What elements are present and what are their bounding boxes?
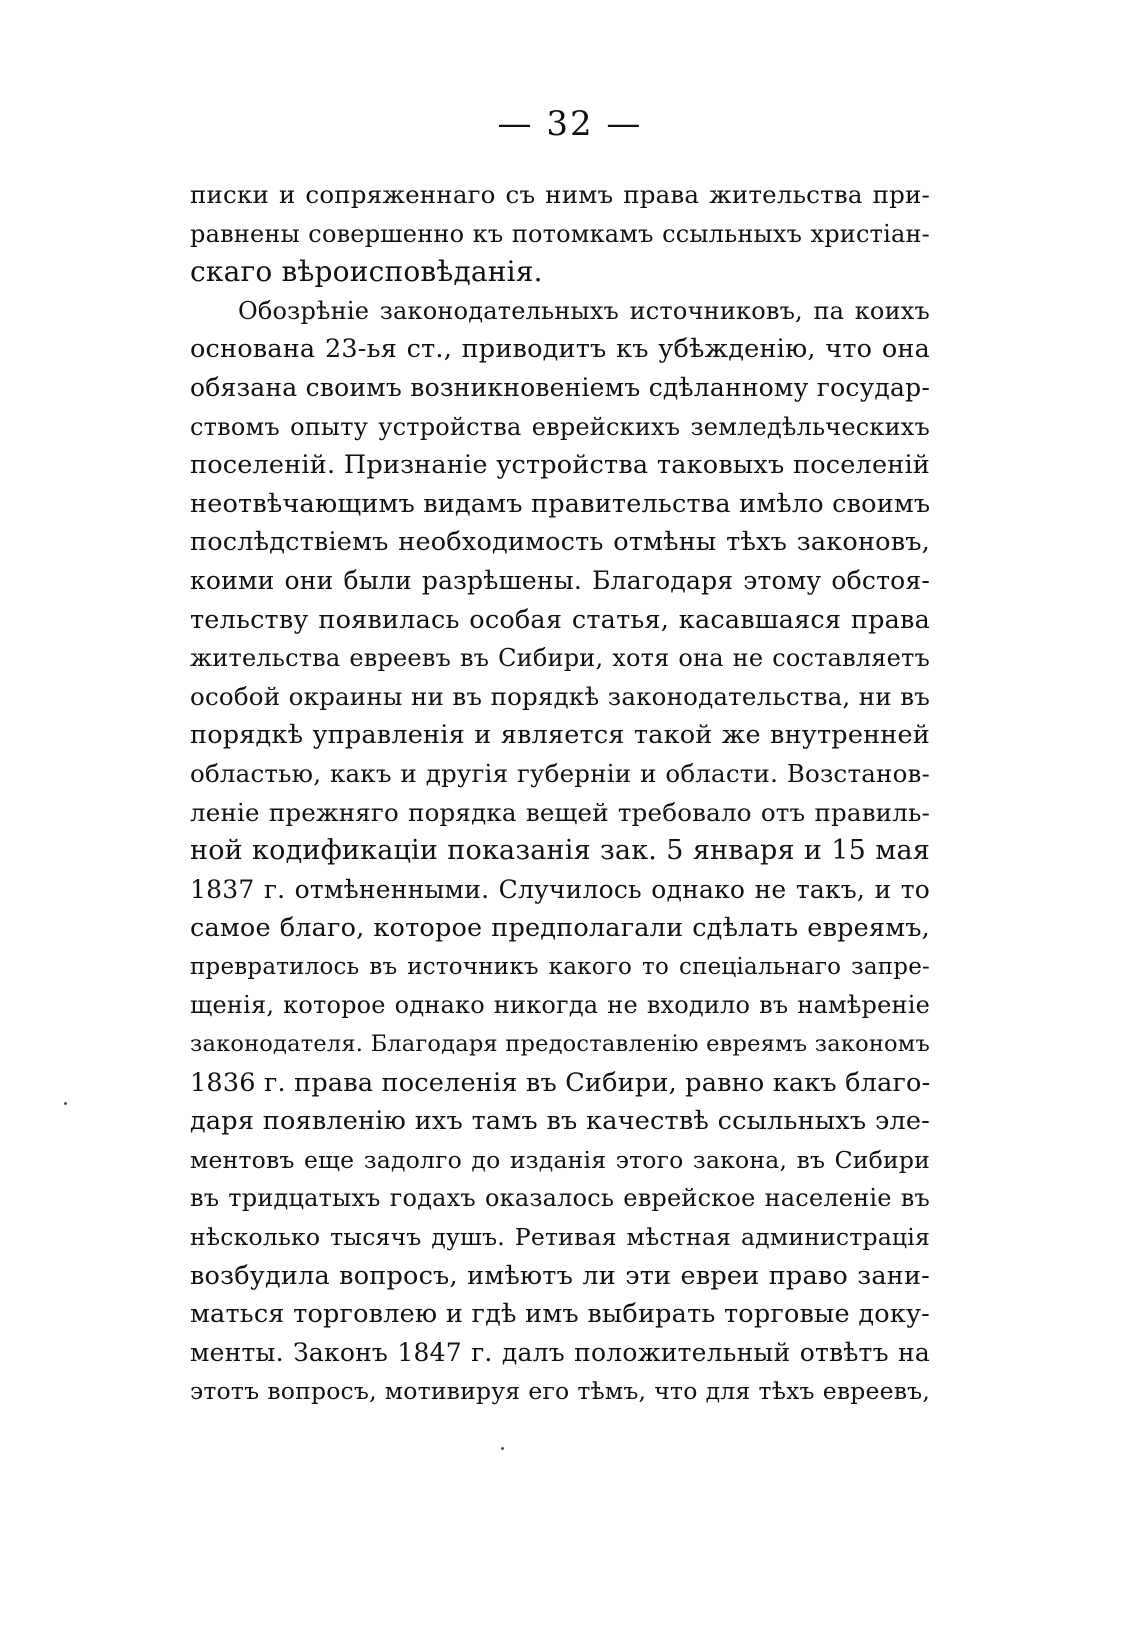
- text-line: областью, какъ и другія губерніи и области. Возстанов-: [190, 758, 930, 788]
- text-line: обязана своимъ возникновеніемъ сдѣланному государ-: [190, 372, 930, 402]
- text-line: даря появленію ихъ тамъ въ качествѣ ссыльныхъ эле-: [190, 1106, 930, 1137]
- scan-speck: [64, 1102, 67, 1105]
- text-line: превратилось въ источникъ какого то спеціальнаго запре-: [190, 953, 930, 980]
- text-line: писки и сопряженнаго съ нимъ права жительства при-: [190, 180, 930, 209]
- text-line: маться торговлею и гдѣ имъ выбирать торговые доку-: [190, 1299, 930, 1330]
- text-line: коими они были разрѣшены. Благодаря этому обстоя-: [190, 565, 930, 595]
- text-line: самое благо, которое предполагали сдѣлать евреямъ,: [190, 913, 930, 944]
- text-line: порядкѣ управленія и является такой же внутренней: [190, 720, 930, 751]
- text-line: ствомъ опыту устройства еврейскихъ земледѣльческихъ: [190, 412, 930, 441]
- text-line: 1837 г. отмѣненными. Случилось однако не такъ, и то: [190, 874, 930, 904]
- body-text: [190, 176, 930, 1488]
- text-line: возбудила вопросъ, имѣютъ ли эти евреи право зани-: [190, 1260, 930, 1291]
- text-line: 1836 г. права поселенія въ Сибири, равно какъ благо-: [190, 1067, 931, 1098]
- text-line: [190, 1450, 930, 1489]
- page-number: — 32 —: [497, 104, 643, 144]
- text-line: этотъ вопросъ, мотивируя его тѣмъ, что для тѣхъ евреевъ,: [190, 1377, 930, 1406]
- text-line: скаго вѣроисповѣданія.: [190, 255, 543, 289]
- text-line: ментовъ еще задолго до изданія этого закона, въ Сибири: [190, 1145, 930, 1174]
- text-line: жительства евреевъ въ Сибири, хотя она не составляетъ: [190, 644, 930, 673]
- text-line: ной кодификаціи показанія зак. 5 января и 15 мая: [190, 835, 930, 867]
- text-line: [190, 1411, 930, 1450]
- text-line: тельству появилась особая статья, касавшаяся права: [190, 604, 930, 635]
- text-line: Обозрѣніе законодательныхъ источниковъ, па коихъ: [238, 296, 930, 325]
- text-line: менты. Законъ 1847 г. далъ положительный отвѣтъ на: [190, 1337, 930, 1367]
- text-line: основана 23-ья ст., приводитъ къ убѣжденію, что она: [190, 334, 930, 365]
- text-line: неотвѣчающимъ видамъ правительства имѣло своимъ: [190, 488, 931, 519]
- text-line: законодателя. Благодаря предоставленію евреямъ закономъ: [190, 1031, 930, 1058]
- text-line: щенія, которое однако никогда не входило въ намѣреніе: [190, 991, 930, 1020]
- text-line: нѣсколько тысячъ душъ. Ретивая мѣстная администрація: [190, 1223, 930, 1252]
- text-line: послѣдствіемъ необходимость отмѣны тѣхъ законовъ,: [190, 527, 930, 558]
- scan-speck: [501, 1447, 504, 1450]
- text-line: особой окраины ни въ порядкѣ законодательства, ни въ: [190, 681, 930, 711]
- text-line: въ тридцатыхъ годахъ оказалось еврейское населеніе въ: [190, 1184, 930, 1213]
- text-line: леніе прежняго порядка вещей требовало отъ правиль-: [190, 797, 930, 827]
- text-line: равнены совершенно къ потомкамъ ссыльныхъ христіан-: [190, 219, 930, 248]
- text-line: поселеній. Признаніе устройства таковыхъ поселеній: [190, 450, 930, 481]
